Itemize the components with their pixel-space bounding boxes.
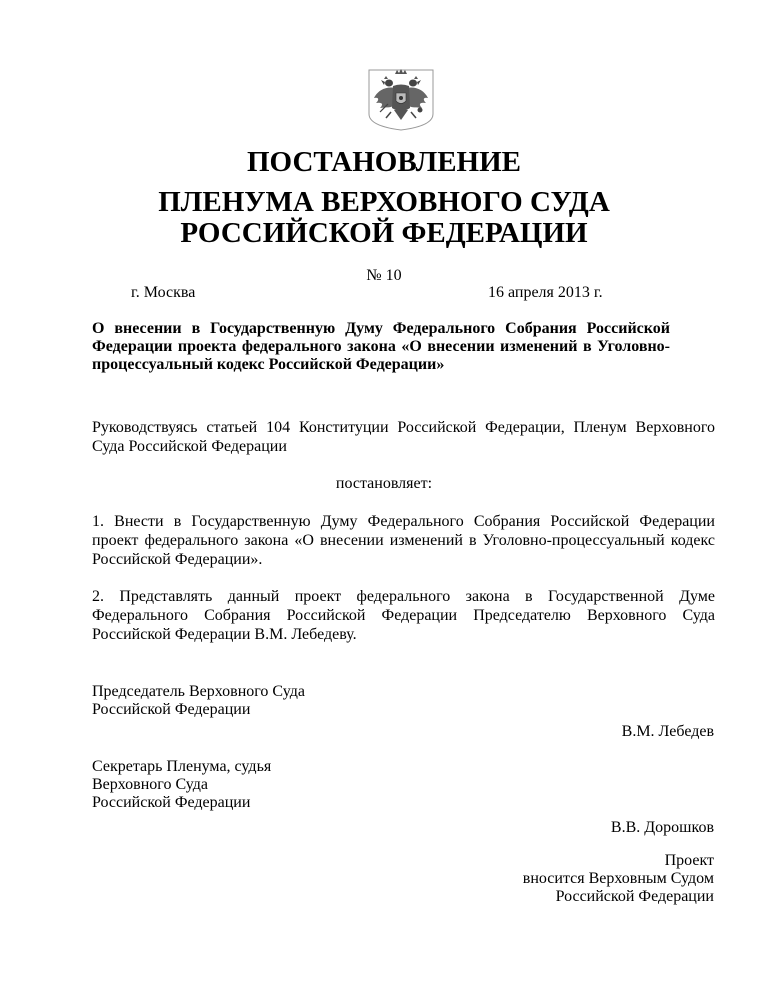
chairman-name: В.М. Лебедев [621,723,714,740]
project-note-line: вносится Верховным Судом [522,870,714,887]
secretary-name: В.В. Дорошков [610,819,714,836]
issuing-body-line-2: РОССИЙСКОЙ ФЕДЕРАЦИИ [180,217,588,249]
resolution-item-2: 2. Представлять данный проект федерального закона в Государственной Думе Федерального Собрания Российской Федерации Председателю Верховного Суда Российской Федерации В.М. Лебедеву. [92,588,715,643]
position-line: Председатель Верховного Суда [92,683,305,700]
project-note [523,852,714,906]
document-city: г. Москва [131,284,196,301]
chairman-position [92,683,305,719]
preamble-paragraph: Руководствуясь статьей 104 Конституции Российской Федерации, Пленум Верховного Суда Российской Федерации [92,419,715,455]
position-line: Российской Федерации [92,794,251,811]
resolution-item-1: 1. Внести в Государственную Думу Федерального Собрания Российской Федерации проект федерального закона «О внесении изменений в Уголовно-процессуальный кодекс Российской Федерации». [92,513,715,568]
decree-word: постановляет: [335,475,433,492]
position-line: Российской Федерации [92,701,251,718]
document-title: ПОСТАНОВЛЕНИЕ [246,146,521,178]
position-line: Секретарь Пленума, судья [92,758,272,775]
document-date: 16 апреля 2013 г. [488,284,603,301]
project-note-line: Российской Федерации [555,888,714,905]
project-note-line: Проект [664,852,714,869]
secretary-position [92,758,271,812]
position-line: Верховного Суда [92,776,208,793]
issuing-body-line-1: ПЛЕНУМА ВЕРХОВНОГО СУДА [158,186,610,218]
document-subject: О внесении в Государственную Думу Федерального Собрания Российской Федерации проекта федерального закона «О внесении изменений в Уголовно-процессуальный кодекс Российской Федерации» [92,320,670,373]
document-number: № 10 [366,267,402,284]
russian-coat-of-arms-icon [366,68,436,132]
